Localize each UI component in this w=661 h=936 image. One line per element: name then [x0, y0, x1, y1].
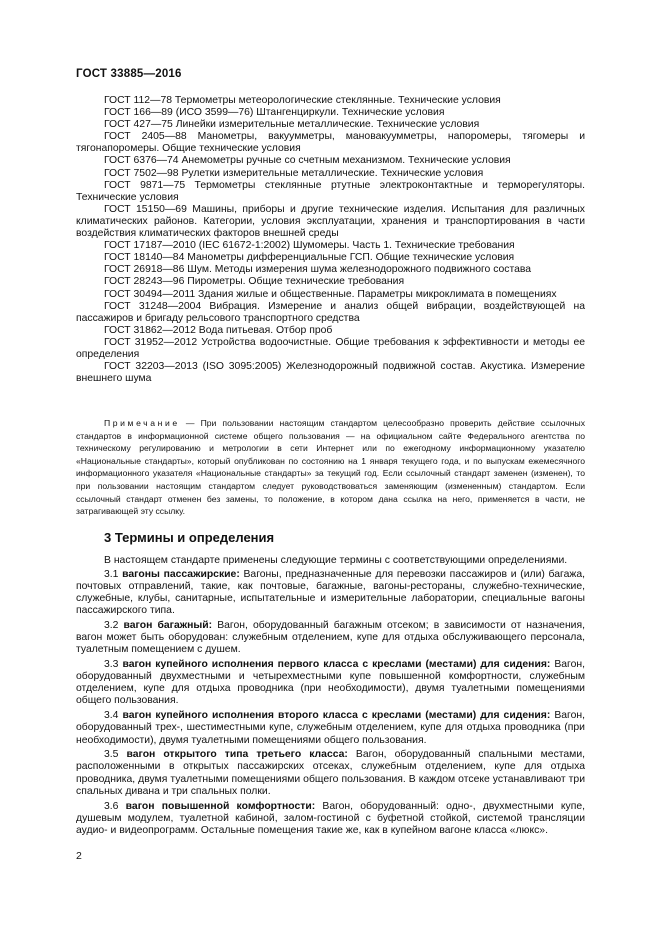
- term-definition: Вагоны, предназначенные для перевозки пассажиров и (или) багажа, почтовых отправлений, такие, как почтовые, багажные, вагоны-рестораны, служебно-технические, служебные, клубы, санитарные, испытательные и измерительные лаборатории, специальные вагоны пассажирского типа.: [76, 568, 585, 617]
- term-number: 3.6: [104, 800, 119, 812]
- terms-intro: В настоящем стандарте применены следующие термины с соответствующими определениями.: [104, 555, 568, 566]
- term-definition: Вагон, оборудованный трех-, шестиместными купе, служебным отделением, купе для отдыха проводника (при необходимости), двумя туалетными помещениями общего пользования.: [76, 710, 585, 746]
- note-text: — При пользовании настоящим стандартом целесообразно проверить действие ссылочных стандартов в информационной системе общего пользования — на официальном сайте Федерального агентства по техническому регулированию и метрологии в сети Интернет или по ежегодному информационному указателю «Национальные стандарты», который опубликован по состоянию на 1 января текущего года, и по выпускам ежемесячного информационного указателя «Национальные стандарты» за текущий год. Если ссылочный стандарт заменен (изменен), то при пользовании настоящим стандартом следует руководствоваться заменяющим (измененным) стандартом. Если ссылочный стандарт отменен без замены, то положение, в котором дана ссылка на него, применяется в части, не затрагивающей эту ссылку.: [76, 418, 585, 517]
- term-name: вагон купейного исполнения второго класса с креслами (местами) для сидения:: [122, 710, 551, 722]
- term-definition: Вагон, оборудованный спальными местами, расположенными в открытых пассажирских отсеках, служебным отделением, купе для отдыха проводника, двумя туалетными помещениями общего пользования. В каждом отсеке устанавливают три спальных дивана и три спальных полки.: [76, 749, 586, 797]
- reference-item: ГОСТ 32203—2013 (ISO 3095:2005) Железнодорожный подвижной состав. Акустика. Измерение внешнего шума: [76, 361, 585, 385]
- term-entry: [76, 659, 585, 707]
- reference-item: ГОСТ 31248—2004 Вибрация. Измерение и анализ общей вибрации, воздействующей на пассажиров и бригаду рельсового транспортного средства: [76, 300, 585, 324]
- note-label: Примечание: [104, 418, 180, 428]
- term-number: 3.4: [104, 710, 119, 722]
- reference-item: ГОСТ 427—75 Линейки измерительные металлические. Технические условия: [104, 119, 480, 131]
- term-name: вагон багажный:: [123, 620, 213, 632]
- term-entry: [76, 620, 585, 656]
- term-name: вагон открытого типа третьего класса:: [126, 749, 348, 761]
- term-definition: Вагон, оборудованный: одно-, двухместными купе, душевым модулем, туалетной кабиной, залом-гостиной с буфетной стойкой, системой трансляции аудио- и видеопрограмм. Остальные помещения такие же, как в купейном вагоне класса «люкс».: [76, 800, 585, 836]
- term-entry: [76, 710, 585, 746]
- note-block: [76, 417, 585, 518]
- reference-item: ГОСТ 31862—2012 Вода питьевая. Отбор проб: [104, 324, 333, 336]
- section-title: 3 Термины и определения: [104, 530, 275, 545]
- reference-item: ГОСТ 7502—98 Рулетки измерительные металлические. Технические условия: [104, 167, 484, 179]
- normative-references-list: [76, 95, 585, 385]
- reference-item: ГОСТ 9871—75 Термометры стеклянные ртутные электроконтактные и терморегуляторы. Технические условия: [76, 179, 585, 203]
- term-entry: [76, 749, 585, 797]
- page-number: 2: [76, 850, 82, 862]
- term-entry: [76, 801, 585, 837]
- reference-item: ГОСТ 30494—2011 Здания жилые и общественные. Параметры микроклимата в помещениях: [104, 288, 557, 300]
- term-definition: Вагон, оборудованный багажным отсеком; в зависимости от назначения, вагон может быть оборудован: служебным отделением, купе для отдыха обслуживающего персонала, туалетным помещением с душем.: [76, 620, 585, 656]
- term-number: 3.1: [104, 568, 119, 580]
- term-definition: Вагон, оборудованный двухместными и четырехместными купе повышенной комфортности, служебным отделением, купе для отдыха проводника (при необходимости), двумя туалетными помещениями общего пользования.: [76, 659, 586, 707]
- reference-item: ГОСТ 15150—69 Машины, приборы и другие технические изделия. Испытания для различных климатических районов. Категории, условия эксплуатации, хранения и транспортирования в части воздействия климатических факторов внешней среды: [76, 203, 585, 240]
- reference-item: ГОСТ 112—78 Термометры метеорологические стеклянные. Технические условия: [104, 95, 501, 106]
- term-number: 3.5: [104, 749, 119, 761]
- reference-item: ГОСТ 28243—96 Пирометры. Общие технические требования: [104, 276, 405, 288]
- term-name: вагоны пассажирские:: [122, 568, 240, 580]
- reference-item: ГОСТ 26918—86 Шум. Методы измерения шума железнодорожного подвижного состава: [104, 264, 532, 276]
- terms-list: [76, 555, 585, 840]
- reference-item: ГОСТ 2405—88 Манометры, вакуумметры, мановакуумметры, напоромеры, тягомеры и тягонапоромеры. Общие технические условия: [76, 131, 585, 155]
- term-name: вагон повышенной комфортности:: [125, 800, 316, 812]
- term-number: 3.2: [104, 620, 119, 632]
- document-header: ГОСТ 33885—2016: [76, 68, 182, 80]
- term-entry: [76, 569, 585, 617]
- reference-item: ГОСТ 166—89 (ИСО 3599—76) Штангенциркули. Технические условия: [104, 107, 445, 119]
- reference-item: ГОСТ 31952—2012 Устройства водоочистные. Общие требования к эффективности и методы ее определения: [76, 336, 585, 360]
- reference-item: ГОСТ 17187—2010 (IEC 61672-1:2002) Шумомеры. Часть 1. Технические требования: [104, 240, 515, 252]
- note-paragraph: [76, 417, 585, 518]
- reference-item: ГОСТ 18140—84 Манометры дифференциальные ГСП. Общие технические условия: [104, 252, 515, 264]
- reference-item: ГОСТ 6376—74 Анемометры ручные со счетным механизмом. Технические условия: [104, 155, 511, 167]
- term-number: 3.3: [104, 659, 119, 671]
- term-name: вагон купейного исполнения первого класса с креслами (местами) для сидения:: [122, 659, 551, 671]
